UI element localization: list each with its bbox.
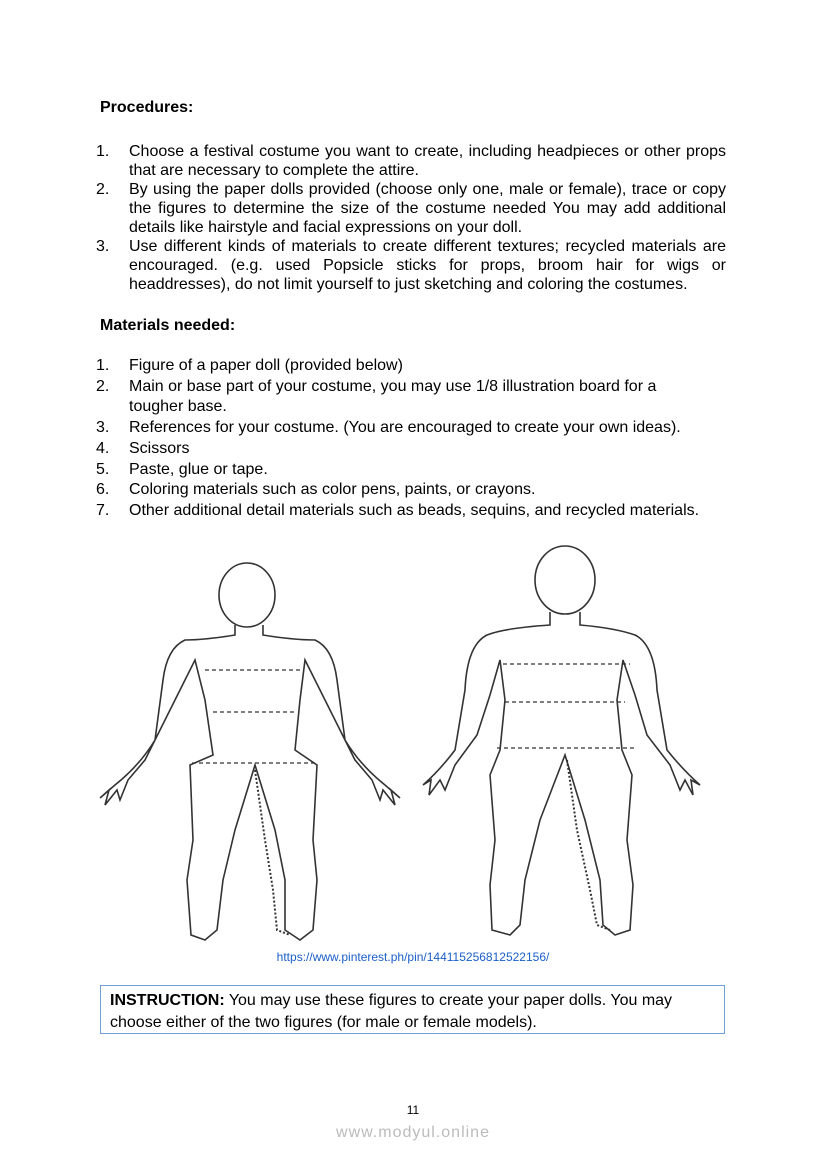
paper-doll-figures [95,540,725,950]
female-figure [100,563,400,940]
list-item [96,460,726,481]
page-number: 11 [406,1103,420,1117]
item-number: 3. [96,419,110,437]
item-number: 1. [96,357,110,374]
instruction-text: You may use these figures to create your paper dolls. You may choose either of the two figures (for male or female models). [110,992,673,1031]
list-item [96,237,726,294]
list-item [96,439,726,460]
list-item [96,142,726,180]
item-text: Paste, glue or tape. [129,460,268,478]
procedures-heading: Procedures: [100,99,194,116]
list-item [96,377,726,418]
item-number: 2. [96,377,110,395]
instruction-box [100,985,725,1034]
list-item [96,356,726,377]
materials-heading: Materials needed: [100,317,236,334]
instruction-label: INSTRUCTION: [110,992,225,1009]
item-text: Other additional detail materials such as beads, sequins, and recycled materials. [129,501,700,519]
item-number: 2. [96,181,110,198]
item-number: 3. [96,238,110,255]
figure-source-link[interactable]: https://www.pinterest.ph/pin/144115256812522156/ [276,950,550,964]
item-text: Choose a festival costume you want to create, including headpieces or other props that are necessary to complete the attire. [129,143,726,179]
watermark: www.modyul.online [336,1124,490,1141]
item-number: 6. [96,481,110,499]
item-text: Use different kinds of materials to create different textures; recycled materials are encouraged. (e.g. used Popsicle sticks for props, broom hair for wigs or headdresses), do not limit yourself to just sketching and coloring the costumes. [129,238,726,293]
item-text: Coloring materials such as color pens, paints, or crayons. [129,481,536,499]
male-figure [423,546,700,935]
procedures-list [96,142,726,294]
materials-list [96,356,726,522]
item-number: 5. [96,460,110,478]
list-item [96,418,726,439]
item-number: 1. [96,143,110,160]
list-item [96,501,726,522]
item-number: 4. [96,439,110,457]
item-text: Figure of a paper doll (provided below) [129,357,403,374]
item-text: References for your costume. (You are encouraged to create your own ideas). [129,419,681,437]
item-text: Scissors [129,439,190,457]
item-number: 7. [96,501,110,519]
list-item [96,480,726,501]
item-text: By using the paper dolls provided (choose only one, male or female), trace or copy the figures to determine the size of the costume needed You may add additional details like hairstyle and facial expressions on your doll. [129,181,726,236]
list-item [96,180,726,237]
item-text: Main or base part of your costume, you may use 1/8 illustration board for a tougher base. [129,377,657,416]
